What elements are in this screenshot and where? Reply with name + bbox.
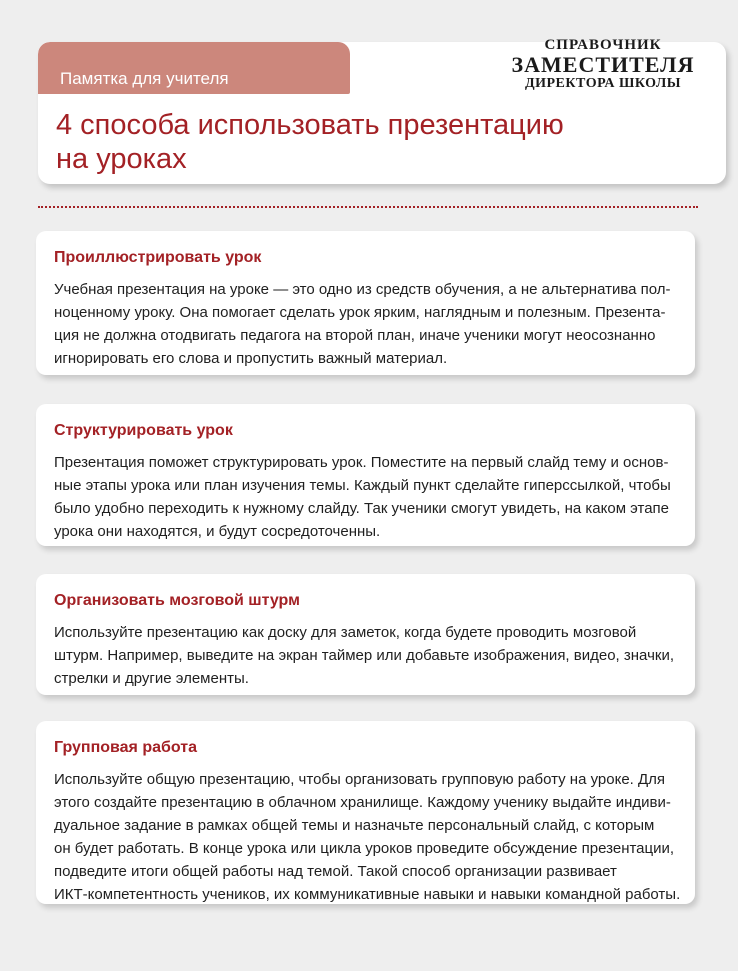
- section-text-line: урока они находятся, и будут сосредоточенны.: [54, 523, 381, 540]
- section-text: [54, 621, 675, 690]
- section-heading: Структурировать урок: [54, 422, 233, 439]
- section-card-brainstorm: [36, 574, 695, 695]
- section-text: [54, 768, 681, 906]
- section-card-group-work: [36, 721, 695, 904]
- section-text-line: этого создайте презентацию в облачном хранилище. Каждому ученику выдайте индиви-: [54, 794, 671, 811]
- section-text-line: ные этапы урока или план изучения темы. Каждый пункт сделайте гиперссылкой, чтобы: [54, 477, 671, 494]
- section-text-line: ИКТ-компетентность учеников, их коммуникативные навыки и навыки командной работы.: [54, 886, 681, 903]
- section-text-line: было удобно переходить к нужному слайду. Так ученики смогут увидеть, на каком этапе: [54, 500, 670, 517]
- page-title-line-1: 4 способа использовать презентацию: [56, 109, 564, 141]
- logo-line-1: СПРАВОЧНИК: [544, 37, 662, 53]
- section-text-line: дуальное задание в рамках общей темы и назначьте персональный слайд, с которым: [54, 817, 655, 834]
- section-text-line: Используйте общую презентацию, чтобы организовать групповую работу на уроке. Для: [54, 771, 666, 788]
- section-text-line: ноценному уроку. Она помогает сделать урок ярким, наглядным и полезным. Презента-: [54, 304, 666, 321]
- header-tab: [38, 42, 350, 94]
- section-heading: Организовать мозговой штурм: [54, 592, 300, 609]
- section-card-structure: [36, 404, 695, 546]
- section-text: [54, 451, 675, 543]
- section-text-line: игнорировать его слова и пропустить важный материал.: [54, 350, 448, 367]
- dotted-divider: [38, 206, 698, 208]
- section-text-line: он будет работать. В конце урока или цикла уроков проведите обсуждение презентации,: [54, 840, 675, 857]
- section-card-illustrate: [36, 231, 695, 375]
- section-text-line: ция не должна отодвигать педагога на второй план, иначе ученики могут неосознанно: [54, 327, 656, 344]
- section-text-line: Учебная презентация на уроке — это одно из средств обучения, а не альтернатива пол-: [54, 281, 671, 298]
- section-heading: Проиллюстрировать урок: [54, 249, 262, 266]
- header-tab-label: Памятка для учителя: [60, 69, 229, 88]
- section-text-line: Презентация поможет структурировать урок. Поместите на первый слайд тему и основ-: [54, 454, 669, 471]
- section-text-line: Используйте презентацию как доску для заметок, когда будете проводить мозговой: [54, 624, 637, 641]
- section-text-line: штурм. Например, выведите на экран таймер или добавьте изображения, видео, значки,: [54, 647, 674, 664]
- logo-line-3: ДИРЕКТОРА ШКОЛЫ: [524, 76, 682, 91]
- section-text-line: стрелки и другие элементы.: [54, 670, 249, 687]
- logo-line-2: ЗАМЕСТИТЕЛЯ: [511, 52, 695, 77]
- section-text: [54, 278, 675, 370]
- page-title-line-2: на уроках: [56, 143, 187, 175]
- section-text-line: подведите итоги общей работы над темой. Такой способ организации развивает: [54, 863, 617, 880]
- section-heading: Групповая работа: [54, 739, 197, 756]
- page-title: [56, 108, 696, 176]
- publication-logo: [506, 36, 700, 92]
